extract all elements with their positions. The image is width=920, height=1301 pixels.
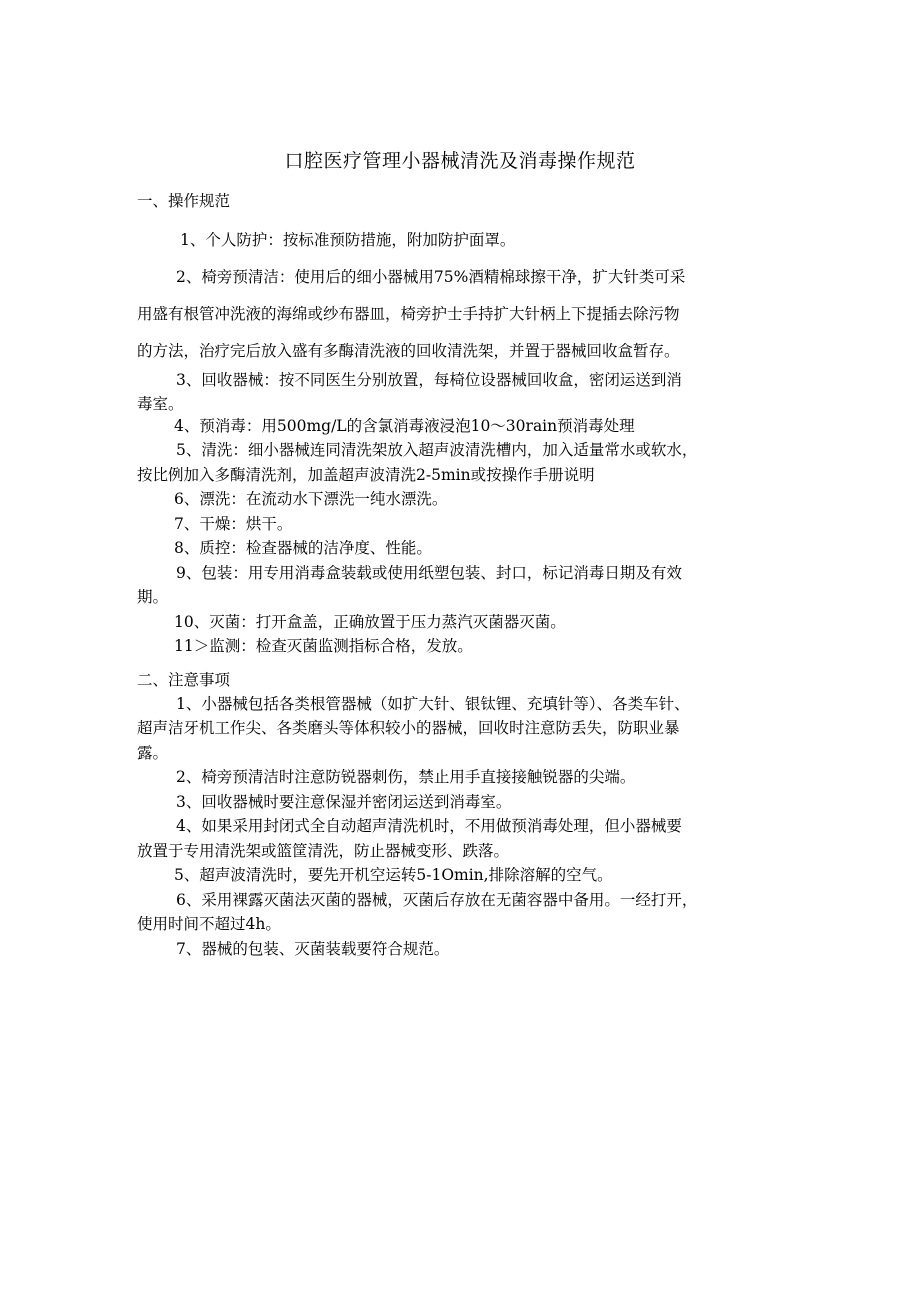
paragraph-line: 用盛有根管冲洗液的海绵或纱布器皿，椅旁护士手持扩大针柄上下提插去除污物 xyxy=(137,305,680,323)
paragraph-line: 4、如果采用封闭式全自动超声清洗机时，不用做预消毒处理，但小器械要 xyxy=(176,817,682,835)
paragraph-line: 露。 xyxy=(137,744,169,762)
paragraph-line: 超声洁牙机工作尖、各类磨头等体积较小的器械，回收时注意防丢失，防职业暴 xyxy=(137,719,680,737)
paragraph-line: 7、器械的包装、灭菌装载要符合规范。 xyxy=(176,940,450,958)
paragraph-line: 6、漂洗：在流动水下漂洗一纯水漂洗。 xyxy=(174,490,448,508)
paragraph-line: 9、包装：用专用消毒盒装载或使用纸塑包装、封口，标记消毒日期及有效 xyxy=(176,564,682,582)
section-heading-notes: 二、注意事项 xyxy=(137,671,231,689)
paragraph-line: 6、采用裸露灭菌法灭菌的器械，灭菌后存放在无菌容器中备用。一经打开， xyxy=(176,891,698,909)
paragraph-line: 10、灭菌：打开盒盖，正确放置于压力蒸汽灭菌器灭菌。 xyxy=(174,613,566,631)
paragraph-line: 3、回收器械：按不同医生分别放置，每椅位设器械回收盒，密闭运送到消 xyxy=(176,371,682,389)
paragraph-line: 11＞监测：检查灭菌监测指标合格，发放。 xyxy=(174,637,473,655)
section-heading-operation: 一、操作规范 xyxy=(137,192,231,210)
paragraph-line: 8、质控：检查器械的洁净度、性能。 xyxy=(174,539,432,557)
document-title: 口腔医疗管理小器械清洗及消毒操作规范 xyxy=(284,150,636,172)
paragraph-line: 1、个人防护：按标准预防措施，附加防护面罩。 xyxy=(180,231,516,249)
paragraph-line: 期。 xyxy=(137,588,169,606)
paragraph-line: 3、回收器械时要注意保湿并密闭运送到消毒室。 xyxy=(176,793,512,811)
paragraph-line: 毒室。 xyxy=(137,395,184,413)
paragraph-line: 按比例加入多酶清洗剂，加盖超声波清洗2-5min或按操作手册说明 xyxy=(137,466,595,484)
paragraph-line: 2、椅旁预清洁：使用后的细小器械用75%酒精棉球擦干净，扩大针类可采 xyxy=(176,268,686,286)
paragraph-line: 1、小器械包括各类根管器械（如扩大针、银钛锂、充填针等）、各类车针、 xyxy=(176,695,690,713)
paragraph-line: 使用时间不超过4h。 xyxy=(137,915,281,933)
paragraph-line: 7、干燥：烘干。 xyxy=(174,515,293,533)
paragraph-line: 的方法，治疗完后放入盛有多酶清洗液的回收清洗架，并置于器械回收盒暂存。 xyxy=(137,342,680,360)
paragraph-line: 放置于专用清洗架或篮筐清洗，防止器械变形、跌落。 xyxy=(137,842,510,860)
paragraph-line: 5、超声波清洗时，要先开机空运转5-1Omin,排除溶解的空气。 xyxy=(174,866,613,884)
paragraph-line: 5、清洗：细小器械连同清洗架放入超声波清洗槽内，加入适量常水或软水， xyxy=(176,441,698,459)
paragraph-line: 4、预消毒：用500mg/L的含氯消毒液浸泡10～30rain预消毒处理 xyxy=(174,417,635,435)
paragraph-line: 2、椅旁预清洁时注意防锐器刺伤，禁止用手直接接触锐器的尖端。 xyxy=(176,768,636,786)
